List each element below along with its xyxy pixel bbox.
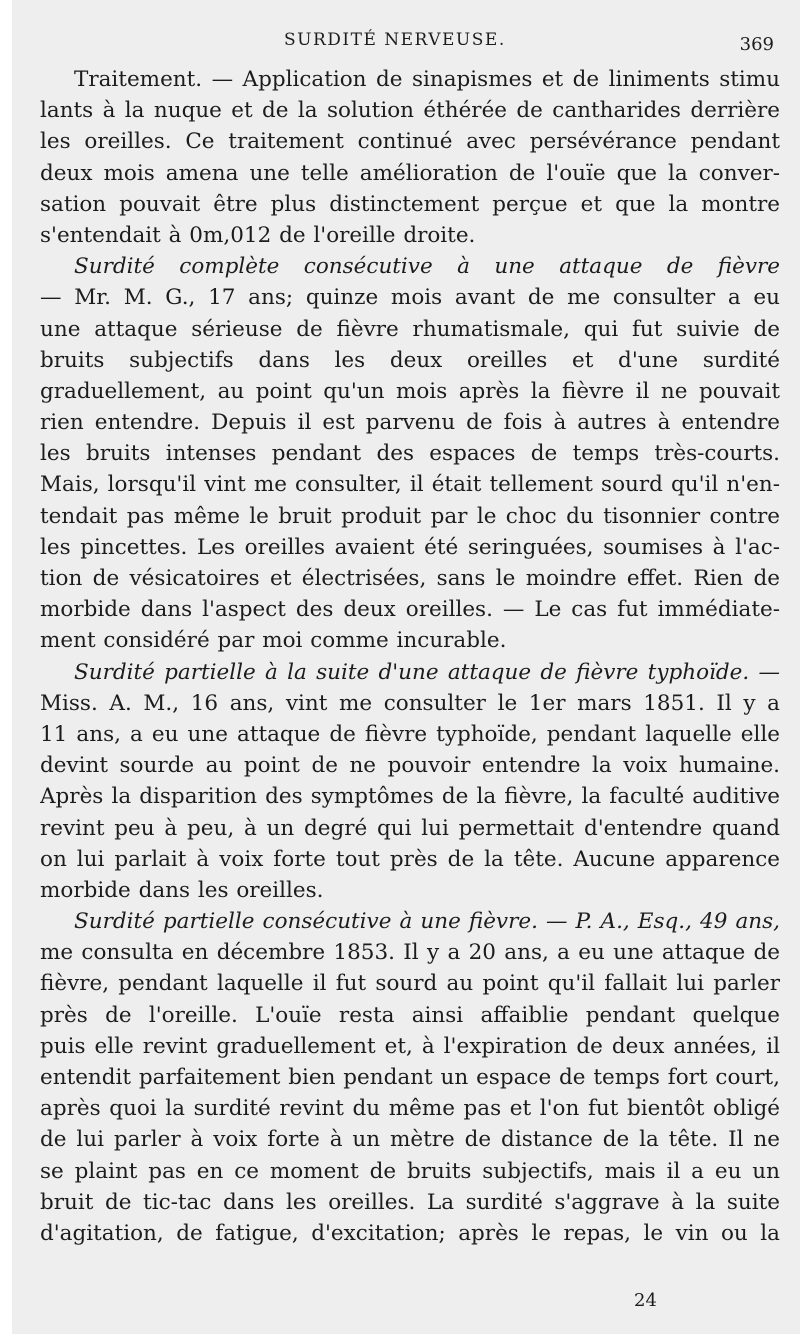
text-line: morbide dans l'aspect des deux oreilles. — Le cas fut immédiate- (40, 597, 780, 623)
text-line: Après la disparition des symptômes de la fièvre, la faculté auditive (40, 784, 780, 810)
text-line: morbide dans les oreilles. (40, 877, 324, 903)
signature-mark: 24 (634, 1290, 657, 1311)
text-line: revint peu à peu, à un degré qui lui permettait d'entendre quand (40, 815, 780, 841)
text-line: 11 ans, a eu une attaque de fièvre typhoïde, pendant laquelle elle (40, 721, 780, 747)
text-line: les bruits intenses pendant des espaces de temps très-courts. (40, 441, 780, 467)
running-head: SURDITÉ NERVEUSE. (284, 30, 506, 50)
text-line: Surdité partielle consécutive à une fièvre. — P. A., Esq., 49 ans, (74, 909, 780, 935)
text-line: Surdité partielle à la suite d'une attaque de fièvre typhoïde. — (74, 659, 780, 685)
text-line: on lui parlait à voix forte tout près de la tête. Aucune apparence (40, 846, 780, 872)
text-line: après quoi la surdité revint du même pas et l'on fut bientôt obligé (40, 1096, 780, 1122)
text-line: bruits subjectifs dans les deux oreilles et d'une surdité (40, 347, 780, 373)
text-line: les pincettes. Les oreilles avaient été seringuées, soumises à l'ac- (40, 534, 780, 560)
text-line: Miss. A. M., 16 ans, vint me consulter le 1er mars 1851. Il y a (40, 690, 780, 716)
text-line: devint sourde au point de ne pouvoir entendre la voix humaine. (40, 753, 780, 779)
text-line: une attaque sérieuse de fièvre rhumatismale, qui fut suivie de (40, 316, 780, 342)
page-number: 369 (739, 34, 774, 55)
text-line: graduellement, au point qu'un mois après la fièvre il ne pouvait (40, 378, 780, 404)
text-line: les oreilles. Ce traitement continué avec persévérance pendant (40, 129, 780, 155)
text-line: tion de vésicatoires et électrisées, sans le moindre effet. Rien de (40, 566, 780, 591)
text-line: fièvre, pendant laquelle il fut sourd au point qu'il fallait lui parler (40, 971, 780, 997)
text-line: puis elle revint graduellement et, à l'expiration de deux années, il (40, 1033, 780, 1059)
text-line: bruit de tic-tac dans les oreilles. La surdité s'aggrave à la suite (40, 1189, 780, 1215)
text-line: rien entendre. Depuis il est parvenu de fois à autres à entendre (40, 410, 780, 436)
text-line: ment considéré par moi comme incurable. (40, 628, 507, 654)
text-line: près de l'oreille. L'ouïe resta ainsi affaiblie pendant quelque (40, 1002, 780, 1028)
text-line: Surdité complète consécutive à une attaque de fièvre (74, 254, 780, 280)
text-line: Traitement. — Application de sinapismes et de liniments stimu (74, 67, 780, 92)
text-line: de lui parler à voix forte à un mètre de distance de la tête. Il ne (40, 1127, 780, 1153)
text-line: s'entendait à 0m,012 de l'oreille droite. (40, 222, 476, 248)
text-line: me consulta en décembre 1853. Il y a 20 ans, a eu une attaque de (40, 940, 780, 966)
text-line: Mais, lorsqu'il vint me consulter, il était tellement sourd qu'il n'en- (40, 472, 780, 498)
book-page (12, 0, 800, 1334)
text-line: deux mois amena une telle amélioration de l'ouïe que la conver- (40, 160, 780, 186)
body-text (40, 64, 780, 1249)
text-line: tendait pas même le bruit produit par le choc du tisonnier contre (40, 503, 780, 529)
text-line: — Mr. M. G., 17 ans; quinze mois avant de me consulter a eu (40, 285, 780, 311)
text-line: d'agitation, de fatigue, d'excitation; après le repas, le vin ou la (40, 1220, 780, 1246)
text-line: sation pouvait être plus distinctement perçue et que la montre (40, 191, 780, 217)
text-line: lants à la nuque et de la solution éthérée de cantharides derrière (40, 98, 780, 124)
text-line: se plaint pas en ce moment de bruits subjectifs, mais il a eu un (40, 1158, 780, 1184)
text-line: entendit parfaitement bien pendant un espace de temps fort court, (40, 1065, 780, 1090)
